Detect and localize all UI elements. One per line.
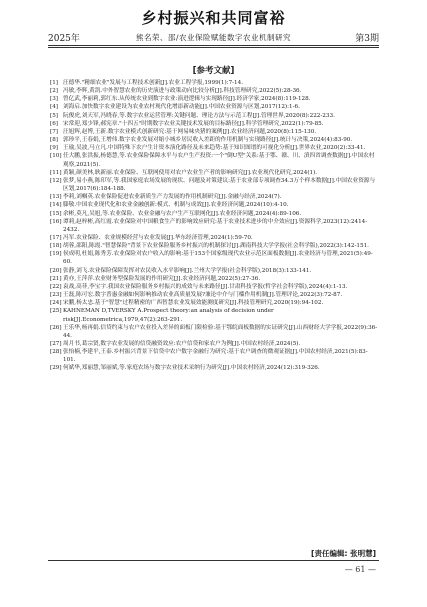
reference-item	[50, 193, 380, 201]
reference-text: 刘海启.加快数字农业建设为农业农村现代化增添新动能[J].中国农业资源与区划,2017(12):1-6.	[63, 104, 300, 111]
reference-number: [2]	[50, 88, 58, 95]
reference-text: 滕敬.中国农业现代化和农业金融创新:模式、机制与成效[J].农业经济问题,2024(10):4-10.	[63, 202, 289, 209]
reference-number: [20]	[50, 267, 62, 274]
reference-text: 张静,刘飞.农业保险保障发挥对农民收入水平影响[J].兰州大学学报(社会科学版),2018(3):133-141.	[63, 267, 312, 274]
reference-item	[50, 79, 380, 87]
reference-item	[50, 120, 380, 128]
references-heading: [参考文献]	[192, 66, 235, 76]
reference-number: [6]	[50, 120, 58, 127]
reference-text: 何斌华,郑丽慧,邹丽斌,等.家庭农场与数字农业技术采纳行为研究[J].中国农村经济,2024(12):319-326.	[63, 365, 320, 372]
reference-item	[50, 210, 380, 218]
reference-item	[50, 152, 380, 168]
reference-number: [26]	[50, 324, 62, 331]
header-rule	[48, 45, 379, 46]
reference-list	[50, 79, 380, 373]
reference-text: 王乐华,杨再娟.信贷约束与农户农业投入差异的面板门限检验:基于鄂皖面板数据的实证研究[J].山西财经大学学报,2022(9):36-44.	[63, 324, 378, 339]
reference-number: [29]	[50, 365, 62, 372]
reference-item	[50, 364, 380, 372]
reference-number: [8]	[50, 137, 58, 144]
reference-number: [27]	[50, 341, 62, 347]
reference-item	[50, 348, 380, 364]
reference-text: 王瑜,吴波,马立凡.中国特殊下农户生计资本演化路径及未来趋势:基于知识图谱的可视化分析[J].世界农业,2020(2):33-41.	[63, 145, 366, 152]
reference-text: 冯军.农业保险、农业规模经营与农业发展[J].华东经济管理,2024(1):59-70.	[63, 234, 253, 241]
reference-item	[50, 340, 380, 348]
reference-item	[50, 144, 380, 152]
reference-item	[50, 177, 380, 193]
reference-item	[50, 307, 380, 323]
reference-item	[50, 324, 380, 340]
reference-number: [11]	[50, 169, 62, 176]
reference-number: [15]	[50, 210, 62, 217]
reference-number: [14]	[50, 202, 62, 209]
reference-item	[50, 283, 380, 291]
reference-text: 王磊,陈可宏.数字普惠金融如何影响推动农业高质量发展?兼论中介与门槛作用机制[J].管理评论,2022(3):72-87.	[63, 292, 343, 299]
reference-text: 袁战,高菲,李宝宇.我国农业保险服务乡村振兴的成效与未来路径[J].甘肃科技学报(哲学社会科学版),2024(4):1-13.	[63, 283, 348, 290]
reference-number: [10]	[50, 153, 62, 160]
reference-item	[50, 299, 380, 307]
reference-number: [24]	[50, 300, 62, 307]
reference-item	[50, 87, 380, 95]
reference-text: 周月书,葛宗贤,数字农业发展的信贷融资效应:农户信贷和家农户为例[J].中国农村经济,2024(5).	[63, 341, 301, 347]
reference-item	[50, 291, 380, 299]
footer-rule	[48, 560, 379, 561]
running-header	[48, 31, 379, 45]
reference-text: 冯敏,李辉,黄凯.中外智慧农业的历史演进与政策动向比较分析[J].科技管理研究,2022(5):28-36.	[63, 88, 302, 95]
reference-number: [9]	[50, 145, 58, 152]
journal-title: 乡村振兴和共同富裕	[141, 9, 286, 27]
reference-item	[50, 275, 380, 283]
page-number: — 61 —	[344, 565, 376, 574]
reference-text: 余彬,莫凡,吴旭,等.农业保险、农业金融与农户生产互联网化[J].农业经济问题,2024(4):89-106.	[63, 210, 302, 217]
reference-item	[50, 136, 380, 144]
running-title: 熊名荣、邵/农业保险赋能数字农业机制研究	[135, 33, 292, 42]
reference-number: [17]	[50, 234, 62, 241]
reference-text: 任大鹏,张洪振,杨德慧,等.农业保险保障水平与农户生产投资:一个"倒U型"关系:基于鄂、赣、川、滇四省调查数据[J].中国农村观察,2021(5).	[63, 153, 375, 168]
reference-item	[50, 128, 380, 136]
reference-number: [5]	[50, 112, 58, 119]
reference-item	[50, 218, 380, 234]
reference-item	[50, 103, 380, 111]
reference-number: [22]	[50, 283, 62, 290]
reference-number: [13]	[50, 194, 62, 201]
reference-number: [28]	[50, 349, 62, 356]
reference-text: 李莉,刘帼英.农业保险促进农业新质生产力发展的作用机制研究[J].金融与经济,2024(7).	[63, 194, 282, 201]
reference-text: KAHNEMAN D,TVERSKY A.Prospect theory:an analysis of decision under risk[J].Econometrica,1979,47(2):263-291.	[63, 308, 274, 323]
reference-text: 宋常迎,郑少锋,郝宪章."十四五"时期数字农业关键技术发展的目标路径[J].科学管理研究,2022(1):79-85.	[63, 120, 324, 127]
reference-text: 汪德华."精细农业"发展与工程技术创新[J].农业工程学报,1999(1):7-14.	[63, 80, 244, 86]
reference-text: 胡蓉,邵阳,陈霞."智慧保险"背景下农业保险服务乡村振兴的机制探讨[J].湖南科技大学学报(社会科学版),2022(3):142-151.	[63, 243, 369, 250]
reference-item	[50, 112, 380, 120]
reference-number: [7]	[50, 128, 58, 135]
reference-text: 谭莉,赵梓彬,高红霞.农业保险对中国粮食生产的影响效应研究:基于农业技术进步的中介效应[J].资源科学,2023(12):2414-2432.	[63, 218, 368, 233]
reference-text: 郭珍平,王春娟,王增伟.数字农业发展对缩小城乡居民收入差距的作用机制与实现路径[J].统计与决策,2024(4):83-90.	[63, 137, 353, 144]
reference-number: [18]	[50, 243, 62, 250]
header-year: 2025年	[48, 34, 80, 44]
reference-text: 黄亦,王萍萍.农业财务型保险发展的作用研究[J].农业经济问题,2022(5):27-36.	[63, 275, 261, 282]
reference-number: [4]	[50, 104, 58, 111]
header-issue: 第3期	[355, 34, 379, 44]
reference-text: 张怡楠,李建平,王泰.乡村振兴背景下信贷中农户数字金融行为研究:基于农户调查的微观证据[J].中国农村经济,2021(5):83-101.	[63, 349, 368, 364]
reference-text: 曾亿武,李丽莉,郭红东.从传统农业到数字农业:演进逻辑与实现路径[J].经济学家,2024(8):119-128.	[63, 96, 311, 103]
reference-text: 张梦,易小燕,陈印军,等.我国家庭农场发展的现状、问题及对策建议:基于农业部专项调查34.3万个样本数据[J].中国农业资源与区划,2017(6):184-188.	[63, 177, 376, 193]
reference-text: 侯成明,杜娟,陈秀芳.农业保险对农户收入的影响:基于153个国家级现代农业示范区面板数据[J].农业经济与管理,2021(5):49-60.	[63, 251, 373, 266]
reference-text: 阮俊虎,刘天军,冯晓春,等.数字农业运营管理:关键问题、理论方法与示范工程[J].管理世界,2020(8):222-233.	[63, 112, 335, 119]
reference-item	[50, 169, 380, 177]
reference-number: [16]	[50, 218, 62, 225]
reference-number: [23]	[50, 292, 62, 299]
reference-number: [3]	[50, 96, 58, 103]
reference-text: 黄颖,颜美林,耿新丽.农业保险、互联网使用对农户农业生产者的影响研究[J].农业现代化研究,2024(1).	[63, 169, 318, 176]
reference-number: [21]	[50, 275, 62, 282]
reference-text: 宋鹏,杨太忠.基于"智慧"过程精密的广西智慧农业发展效能测度研究[J].科技管理研究,2020(19):94-102.	[63, 300, 324, 307]
reference-item	[50, 234, 380, 242]
reference-item	[50, 201, 380, 209]
reference-number: [1]	[50, 80, 58, 86]
reference-item	[50, 250, 380, 266]
reference-number: [19]	[50, 251, 62, 258]
reference-number: [25]	[50, 308, 62, 315]
reference-item	[50, 95, 380, 103]
header-rule-thin	[48, 47, 379, 48]
editor-note: [责任编辑: 张明慧]	[311, 549, 376, 558]
reference-text: 汪旭辉,赵博,王新.数字农业模式创新研究:基于网易味央猪的案例[J].农业经济问题,2020(8):115-130.	[63, 128, 317, 135]
reference-item	[50, 242, 380, 250]
reference-number: [12]	[50, 177, 62, 184]
reference-item	[50, 267, 380, 275]
